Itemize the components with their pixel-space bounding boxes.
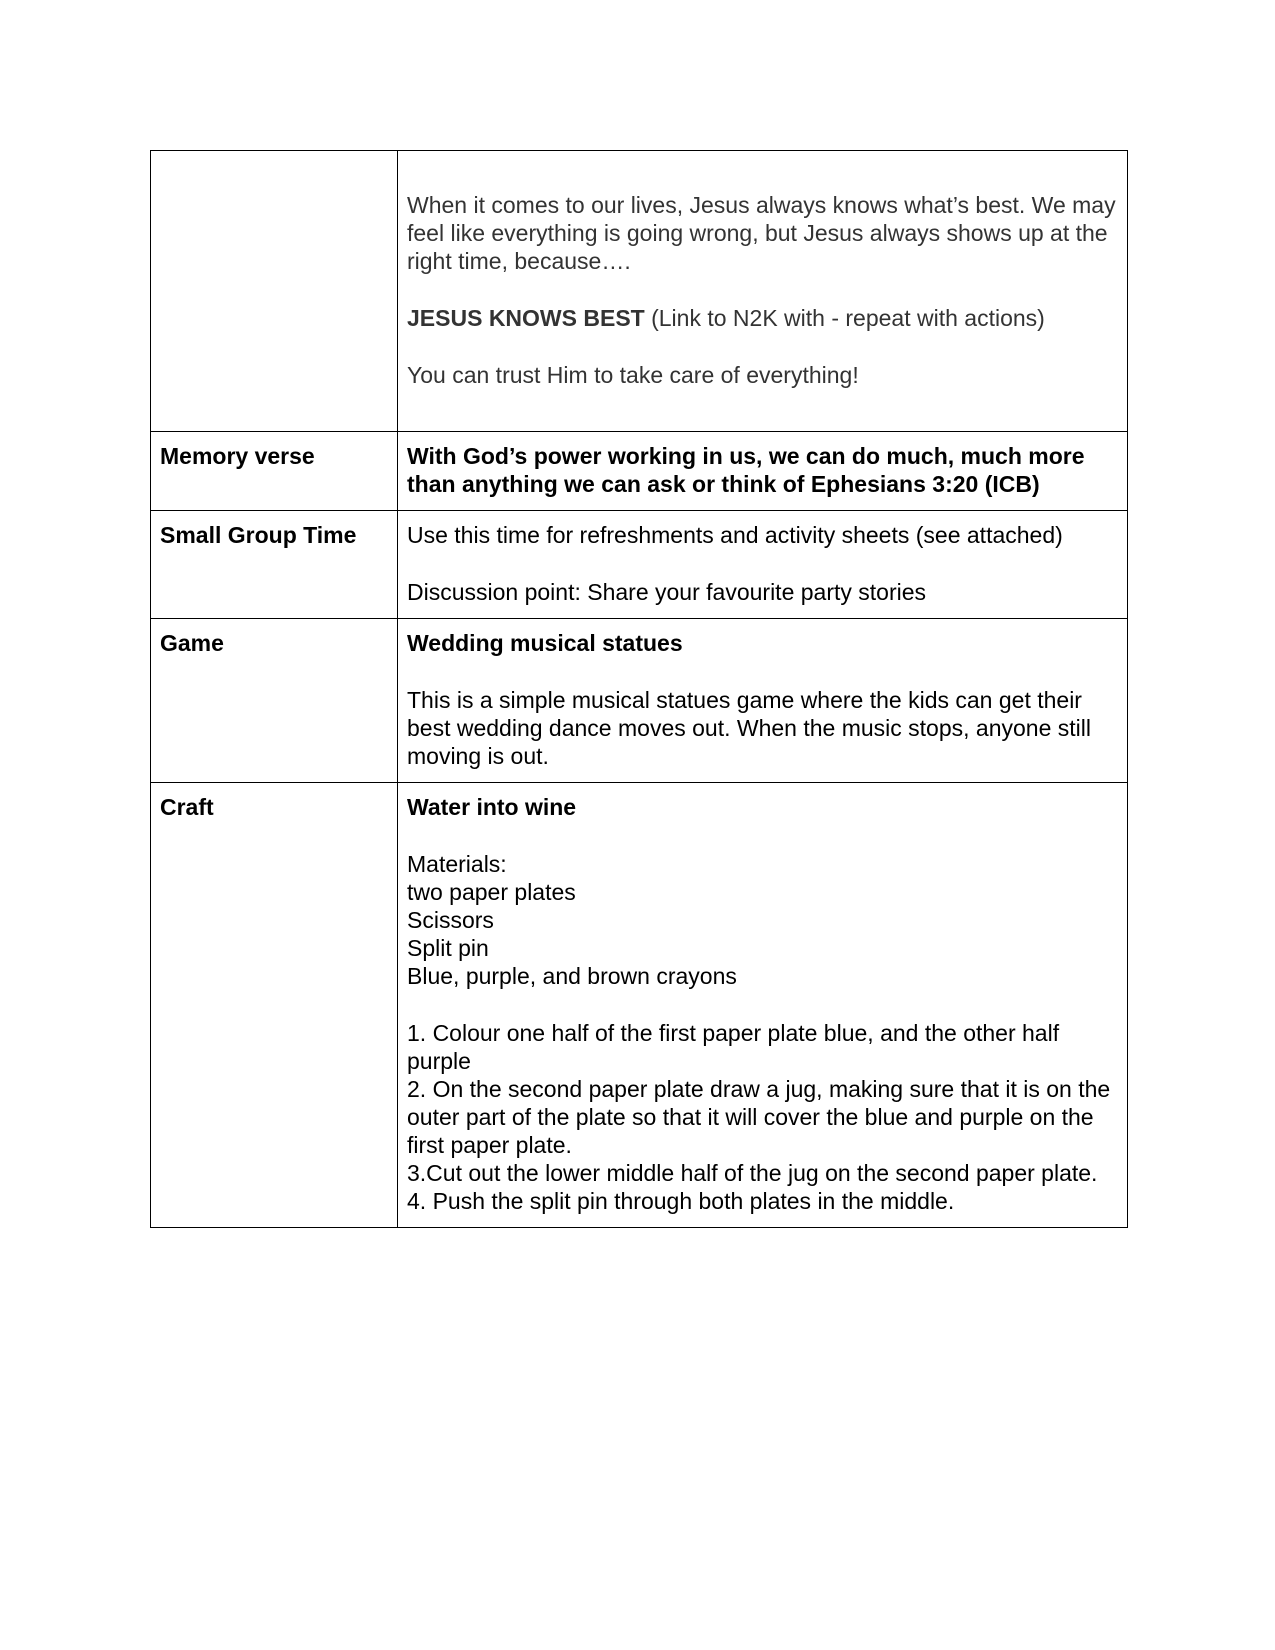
table-row-craft <box>151 783 1128 1228</box>
craft-step: 4. Push the split pin through both plates in the middle. <box>407 1188 955 1214</box>
key-message-note: (Link to N2K with - repeat with actions) <box>644 305 1045 331</box>
craft-step: 1. Colour one half of the first paper plate blue, and the other half purple <box>407 1020 1060 1074</box>
material-item: two paper plates <box>407 879 576 905</box>
material-item: Scissors <box>407 907 494 933</box>
small-group-instructions: Use this time for refreshments and activity sheets (see attached) <box>407 522 1063 548</box>
table-row-small-group <box>151 511 1128 619</box>
key-message-emphasis: JESUS KNOWS BEST <box>407 305 645 331</box>
materials-list <box>407 850 1118 990</box>
craft-title: Water into wine <box>407 794 577 820</box>
row-label-small-group: Small Group Time <box>151 511 398 619</box>
game-content <box>398 619 1128 783</box>
game-title: Wedding musical statues <box>407 630 683 656</box>
material-item: Blue, purple, and brown crayons <box>407 963 737 989</box>
craft-steps <box>407 1019 1118 1215</box>
small-group-discussion: Discussion point: Share your favourite party stories <box>407 579 927 605</box>
game-description: This is a simple musical statues game where the kids can get their best wedding dance moves out. When the music stops, anyone still moving is out. <box>407 687 1091 769</box>
material-item: Split pin <box>407 935 489 961</box>
memory-verse-content <box>398 432 1128 511</box>
row-label-game: Game <box>151 619 398 783</box>
lesson-plan-table <box>150 150 1128 1228</box>
craft-step: 3.Cut out the lower middle half of the jug on the second paper plate. <box>407 1160 1098 1186</box>
small-group-content <box>398 511 1128 619</box>
table-row-memory-verse <box>151 432 1128 511</box>
table-row-intro <box>151 151 1128 432</box>
key-message <box>407 304 1118 332</box>
row-label-memory-verse: Memory verse <box>151 432 398 511</box>
table-row-game <box>151 619 1128 783</box>
row-label-craft: Craft <box>151 783 398 1228</box>
intro-paragraph: When it comes to our lives, Jesus always knows what’s best. We may feel like everything is going wrong, but Jesus always shows up at the right time, because…. <box>407 192 1116 274</box>
memory-verse-text: With God’s power working in us, we can do much, much more than anything we can ask or think of Ephesians 3:20 (ICB) <box>407 443 1085 497</box>
intro-content <box>398 151 1128 432</box>
craft-step: 2. On the second paper plate draw a jug, making sure that it is on the outer part of the plate so that it will cover the blue and purple on the first paper plate. <box>407 1076 1111 1158</box>
intro-closing: You can trust Him to take care of everything! <box>407 362 859 388</box>
craft-content <box>398 783 1128 1228</box>
row-label-intro <box>151 151 398 432</box>
materials-heading: Materials: <box>407 851 507 877</box>
